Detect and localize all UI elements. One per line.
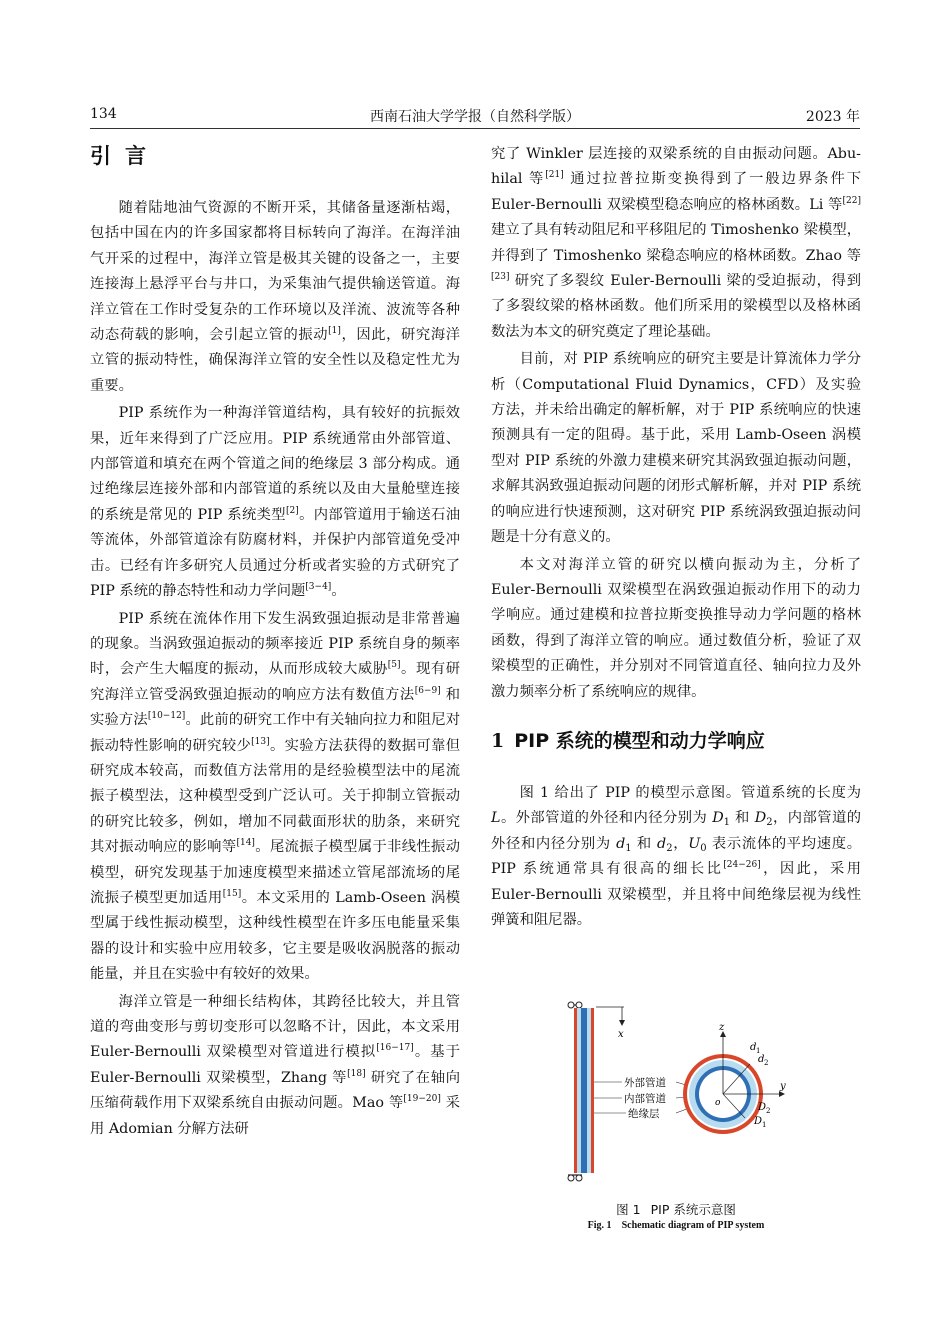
dim-label-D1 — [753, 1116, 766, 1129]
citation[interactable]: [1] — [328, 326, 341, 337]
svg-text:D: D — [754, 1116, 763, 1127]
svg-text:d: d — [750, 1042, 757, 1053]
page-number: 134 — [90, 106, 117, 122]
dim-label-D2 — [757, 1102, 770, 1115]
x-axis-label: x — [618, 1029, 624, 1040]
svg-text:2: 2 — [766, 1107, 771, 1115]
top-support-icon — [568, 1002, 582, 1008]
origin-label: o — [715, 1098, 721, 1108]
figure-label-en: Fig. 1 — [587, 1220, 612, 1231]
citation[interactable]: [13] — [251, 736, 270, 747]
left-column — [90, 142, 460, 1142]
citation[interactable]: [10−12] — [147, 711, 186, 722]
svg-text:2: 2 — [764, 1059, 769, 1067]
label-insulation: 绝缘层 — [628, 1108, 660, 1120]
intro-paragraph-6: 本文对海洋立管的研究以横向振动为主，分析了 Euler-Bernoulli 双梁模型在涡致强迫振动作用下的动力学响应。通过建模和拉普拉斯变换推导动力学问题的格林函数，得到了海洋立管的响应。通过数值分析，验证了双梁模型的正确性，并分别对不同管道直径、轴向拉力及外激力频率分析了系统响应的规律。 — [491, 556, 861, 700]
figure-1-caption-zh — [491, 1200, 861, 1218]
intro-paragraph-4: 海洋立管是一种细长结构体，其跨径比较大，并且管道的弯曲变形与剪切变形可以忽略不计，因此，本文采用 Euler-Bernoulli 双梁模型对管道进行模拟[16−17]。基于 Euler-Bernoulli 双梁模型，Zhang 等[18] 研究了在轴向压缩荷载作用下双梁系统自由振动问题。Mao 等[19−20] 采用 Adomian 分解方法研 — [90, 993, 460, 1137]
page-header — [90, 106, 860, 128]
intro-paragraph-4-continued: 究了 Winkler 层连接的双梁系统的自由振动问题。Abu-hilal 等[21] 通过拉普拉斯变换得到了一般边界条件下 Euler-Bernoulli 双梁模型稳态响应的格林函数。Li 等[22] 建立了具有转动阻尼和平移阻尼的 Timoshenko 梁模型，并得到了 Timoshenko 梁稳态响应的格林函数。Zhao 等[23] 研究了多裂纹 Euler-Bernoulli 梁的受迫振动，得到了多裂纹梁的格林函数。他们所采用的梁模型以及格林函数法为本文的研究奠定了理论基础。 — [491, 146, 862, 340]
bottom-support-icon — [568, 1175, 582, 1181]
label-outer-pipe: 外部管道 — [624, 1077, 666, 1089]
intro-paragraph-2: PIP 系统作为一种海洋管道结构，具有较好的抗振效果，近年来得到了广泛应用。PIP 系统通常由外部管道、内部管道和填充在两个管道之间的绝缘层 3 部分构成。通过绝缘层连接外部和内部管道的系统以及由大量舱壁连接的系统是常见的 PIP 系统类型[2]。内部管道用于输送石油等流体，外部管道涂有防腐材料，并保护内部管道免受冲击。已经有许多研究人员通过分析或者实验的方式研究了 PIP 系统的静态特性和动力学问题[3−4]。 — [90, 405, 461, 600]
citation[interactable]: [14] — [236, 838, 255, 849]
header-rule — [90, 128, 860, 129]
dim-label-d2 — [758, 1054, 768, 1067]
figure-1 — [560, 998, 790, 1188]
outer-pipe-wall-right — [591, 1008, 594, 1173]
z-axis-label: z — [719, 1022, 725, 1033]
section-title: PIP 系统的模型和动力学响应 — [514, 729, 765, 752]
svg-text:D: D — [758, 1102, 767, 1113]
section-1-heading — [491, 727, 861, 755]
citation[interactable]: [2] — [285, 505, 299, 516]
pipe-longitudinal-view — [574, 1008, 594, 1173]
citation[interactable]: [22] — [842, 195, 861, 206]
right-column — [491, 142, 861, 933]
pipe-cross-section — [683, 1031, 785, 1134]
pip-schematic — [560, 998, 790, 1188]
section-number: 1 — [491, 729, 505, 752]
citation[interactable]: [15] — [222, 888, 242, 899]
citation[interactable]: [24−26] — [723, 860, 761, 871]
svg-text:d: d — [758, 1054, 765, 1065]
citation[interactable]: [3−4] — [305, 582, 332, 593]
citation[interactable]: [6−9] — [414, 685, 441, 696]
figure-label-zh: 图 1 — [616, 1202, 641, 1217]
journal-title: 西南石油大学学报（自然科学版） — [370, 109, 580, 125]
intro-paragraph-5: 目前，对 PIP 系统响应的研究主要是计算流体力学分析（Computational Fluid Dynamics，CFD）及实验方法，并未给出确定的解析解，对于 PIP 系统响应的快速预测具有一定的阻碍。基于此，采用 Lamb-Oseen 涡模型对 PIP 系统的外激力建模来研究其涡致强迫振动问题，求解其涡致强迫振动问题的闭形式解析解，并对 PIP 系统的响应进行快速预测，这对研究 PIP 系统涡致强迫振动问题是十分有意义的。 — [491, 351, 861, 546]
insulation-layer-right — [587, 1008, 591, 1173]
section-1-paragraph-1: 图 1 给出了 PIP 的模型示意图。管道系统的长度为 L。外部管道的外径和内径分别为 $D_1$ 和 $D_2$，内部管道的外径和内径分别为 $d_1$ 和 $d_2$，$U_0$ 表示流体的平均速度。PIP 系统通常具有很高的细长比[24−26]，因此，采用 Euler-Bernoulli 双梁模型，并且将中间绝缘层视为线性弹簧和阻尼器。 — [491, 784, 862, 928]
insulation-layer-left — [577, 1008, 581, 1173]
citation[interactable]: [23] — [491, 272, 510, 283]
citation[interactable]: [19−20] — [403, 1094, 441, 1105]
citation[interactable]: [18] — [347, 1068, 366, 1079]
figure-title-en: Schematic diagram of PIP system — [621, 1220, 765, 1231]
figure-title-zh: PIP 系统示意图 — [650, 1202, 736, 1217]
x-axis-arrow — [596, 1007, 625, 1026]
citation[interactable]: [21] — [545, 170, 564, 181]
svg-text:1: 1 — [762, 1121, 767, 1129]
publication-year: 2023 年 — [805, 109, 860, 125]
svg-text:1: 1 — [756, 1047, 761, 1055]
citation[interactable]: [5] — [387, 660, 401, 671]
inner-pipe-wall-left — [581, 1008, 584, 1173]
citation[interactable]: [16−17] — [376, 1043, 414, 1054]
figure-1-caption-en — [491, 1220, 861, 1231]
intro-heading: 引言 — [90, 144, 160, 168]
y-axis-label: y — [780, 1081, 786, 1092]
outer-pipe-wall-left — [574, 1008, 577, 1173]
intro-paragraph-1: 随着陆地油气资源的不断开采，其储备量逐渐枯竭，包括中国在内的许多国家都将目标转向了海洋。在海洋油气开采的过程中，海洋立管是极其关键的设备之一，主要连接海上悬浮平台与井口，为采集油气提供输送管道。海洋立管在工作时受复杂的工作环境以及洋流、波流等各种动态荷载的影响，会引起立管的振动[1]，因此，研究海洋立管的振动特性，确保海洋立管的安全性以及稳定性尤为重要。 — [90, 200, 461, 394]
label-inner-pipe: 内部管道 — [624, 1093, 666, 1105]
intro-paragraph-3: PIP 系统在流体作用下发生涡致强迫振动是非常普遍的现象。当涡致强迫振动的频率接近 PIP 系统自身的频率时，会产生大幅度的振动，从而形成较大威胁[5]。现有研究海洋立管受涡致强迫振动的响应方法有数值方法[6−9] 和实验方法[10−12]。此前的研究工作中有关轴向拉力和阻尼对振动特性影响的研究较少[13]。实验方法获得的数据可靠但研究成本较高，而数值方法常用的是经验模型法中的尾流振子模型法，这种模型受到广泛认可。关于抑制立管振动的研究比较多，例如，增加不同截面形状的肋条，来研究其对振动响应的影响等[14]。尾流振子模型属于非线性振动模型，研究发现基于加速度模型来描述立管尾部流场的尾流振子模型更加适用[15]。本文采用的 Lamb-Oseen 涡模型属于线性振动模型，这种线性模型在许多压电能量采集器的设计和实验中应用较多，它主要是吸收涡脱落的振动能量，并且在实验中有较好的效果。 — [90, 610, 461, 983]
inner-pipe-wall-right — [584, 1008, 587, 1173]
